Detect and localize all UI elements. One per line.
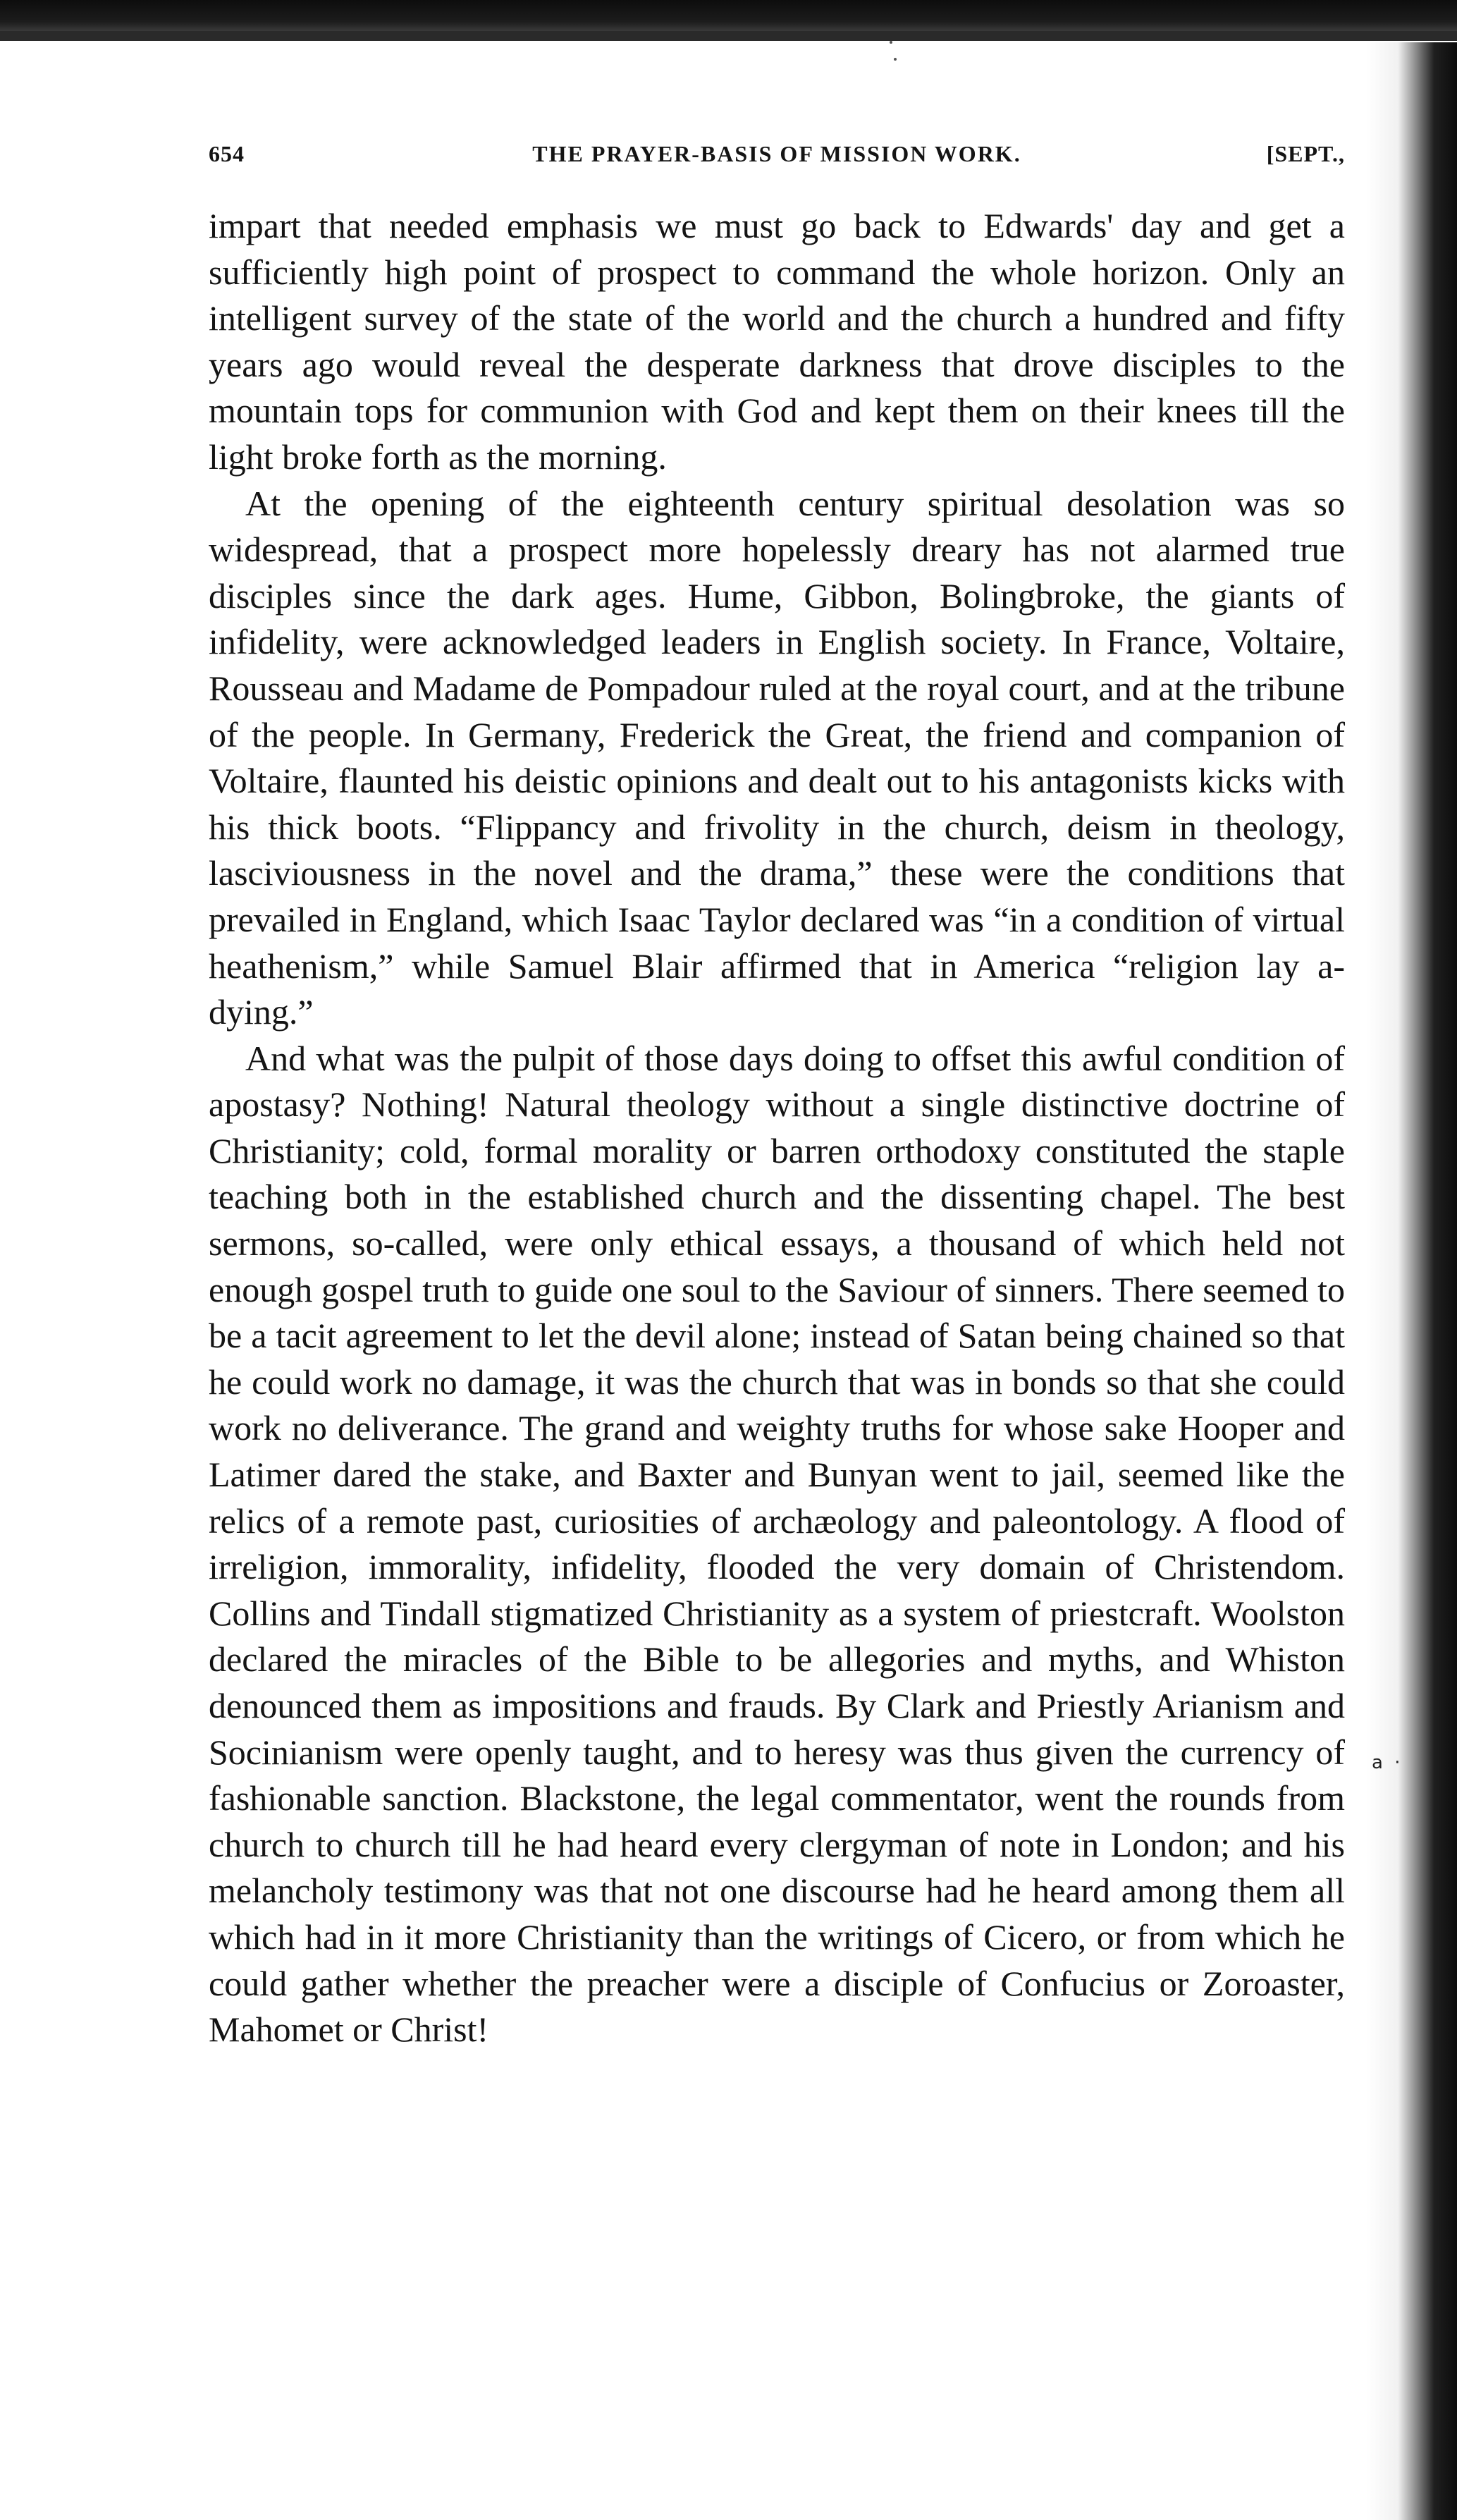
running-section-mark: [SEPT., bbox=[1266, 141, 1345, 166]
paragraph-pulpit: And what was the pulpit of those days doing to offset this awful condition of apostasy? Nothing! Natural theology without a single distinctive doctrine of Christianity; cold, formal morality or barren orthodoxy constituted the staple teaching both in the established church and the dissenting chapel. The best sermons, so-called, were only ethical essays, a thousand of which held not enough gospel truth to guide one soul to the Saviour of sinners. There seemed to be a tacit agreement to let the devil alone; instead of Satan being chained so that he could work no damage, it was the church that was in bonds so that she could work no deliverance. The grand and weighty truths for whose sake Hooper and Latimer dared the stake, and Baxter and Bunyan went to jail, seemed like the relics of a remote past, curiosities of archæology and paleontology. A flood of irreligion, immorality, infidelity, flooded the very domain of Christendom. Collins and Tindall stigmatized Christianity as a system of priestcraft. Woolston declared the miracles of the Bible to be allegories and myths, and Whiston denounced them as impositions and frauds. By Clark and Priestly Arianism and Socinianism were openly taught, and to heresy was thus given the currency of fashionable sanction. Blackstone, the legal commentator, went the rounds from church to church till he had heard every clergyman of note in London; and his melancholy testimony was that not one discourse had he heard among them all which had in it more Christianity than the writings of Cicero, or from which he could gather whether the preacher were a disciple of Confucius or Zoroaster, Mahomet or Christ! bbox=[209, 1038, 1345, 2050]
scan-speck bbox=[894, 58, 897, 61]
scan-top-border bbox=[0, 0, 1457, 31]
running-head bbox=[209, 141, 1345, 183]
scan-top-border-taper bbox=[0, 31, 1457, 41]
paragraph-continuation: impart that needed emphasis we must go back to Edwards' day and get a sufficiently high point of prospect to command the whole horizon. Only an intelligent survey of the state of the world and the church a hundred and fifty years ago would reveal the desperate darkness that drove disciples to the mountain tops for communion with God and kept them on their knees till the light broke forth as the morning. bbox=[209, 206, 1345, 477]
paragraph-eighteenth-century: At the opening of the eighteenth century spiritual desolation was so widespread, that a prospect more hopelessly dreary has not alarmed true disciples since the dark ages. Hume, Gibbon, Bolingbroke, the giants of infidelity, were acknowledged leaders in English society. In France, Voltaire, Rousseau and Madame de Pompadour ruled at the royal court, and at the tribune of the people. In Germany, Frederick the Great, the friend and companion of Voltaire, flaunted his deistic opinions and dealt out to his antagonists kicks with his thick boots. “Flippancy and frivolity in the church, deism in theology, lasciviousness in the novel and the drama,” these were the conditions that prevailed in England, which Isaac Taylor declared was “in a condition of virtual heathenism,” while Samuel Blair affirmed that in America “religion lay a-dying.” bbox=[209, 483, 1345, 1032]
scan-speck bbox=[890, 41, 892, 44]
scan-edge-marks: a · bbox=[1372, 1752, 1403, 1773]
body-text bbox=[209, 203, 1345, 2053]
page-number: 654 bbox=[209, 141, 245, 166]
book-page bbox=[209, 141, 1345, 2053]
scan-right-edge-shadow bbox=[1366, 42, 1457, 2520]
running-title: THE PRAYER-BASIS OF MISSION WORK. bbox=[532, 141, 1021, 166]
